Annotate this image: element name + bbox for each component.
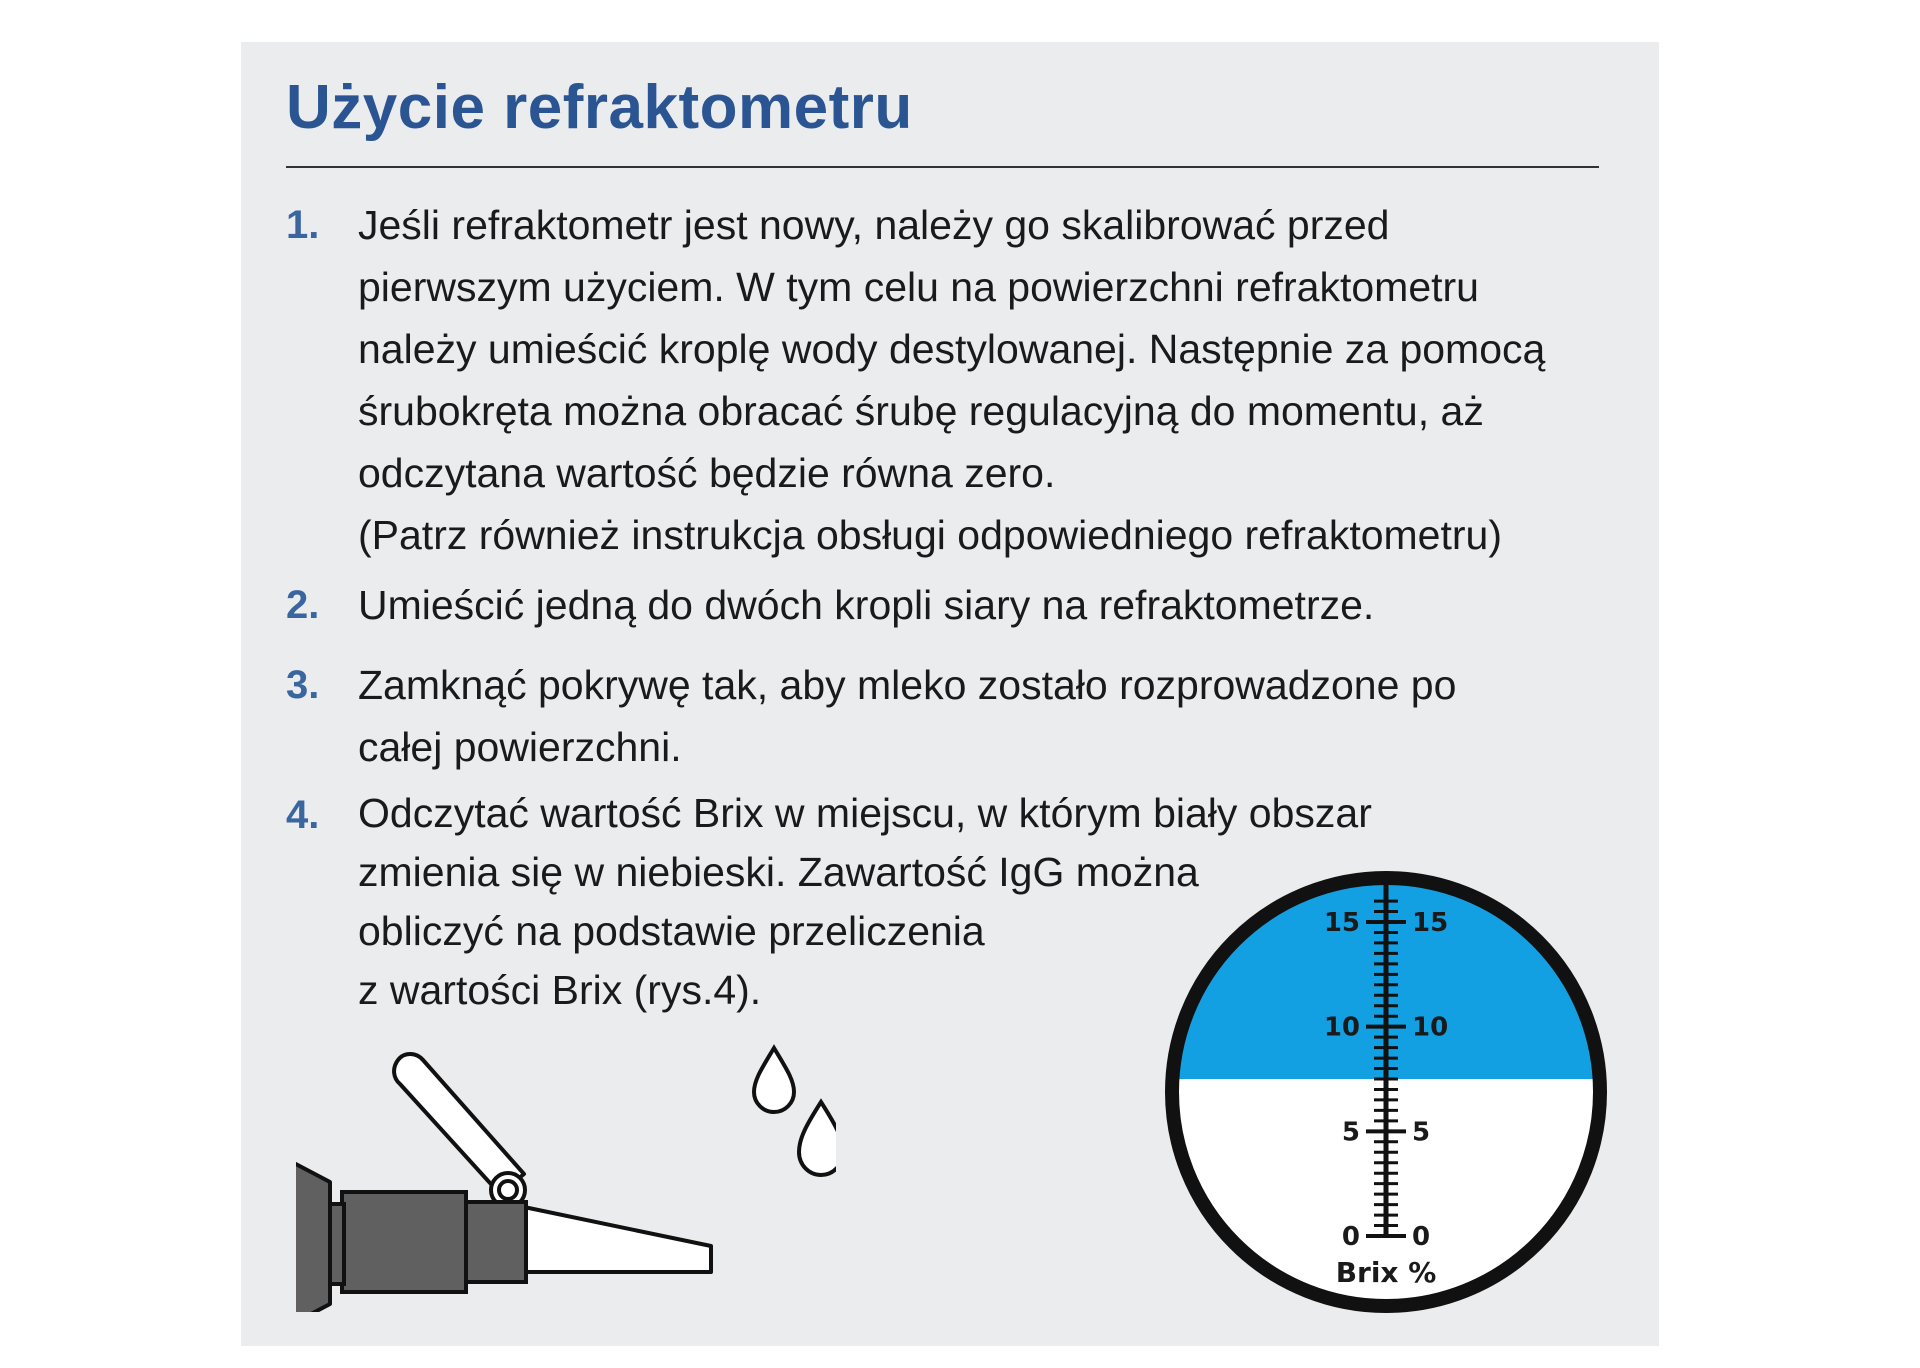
title-divider [286,166,1599,168]
scale-tick-label: 15 [1323,908,1360,938]
step-number: 3. [286,663,320,707]
scale-tick-label: 5 [1341,1117,1360,1148]
step-item-1 [286,194,1646,566]
scale-tick-label: 5 [1412,1117,1431,1148]
step-text-line: odczytana wartość będzie równa zero. [358,450,1056,496]
scale-unit-label: Brix % [1335,1256,1437,1289]
page-title: Użycie refraktometru [286,73,913,142]
scale-tick-label: 0 [1341,1222,1360,1252]
scale-tick-label: 15 [1412,908,1449,938]
step-text-line: (Patrz również instrukcja obsługi odpowiedniego refraktometru) [358,512,1502,558]
step-text-line: Umieścić jedną do dwóch kropli siary na refraktometrze. [358,582,1375,628]
brix-scale-view [1156,862,1616,1322]
refractometer-collar [466,1202,526,1282]
step-text-line: całej powierzchni. [358,724,682,770]
scale-tick-label: 10 [1412,1012,1449,1043]
refractometer-lid-arm [394,1054,525,1207]
step-text-line: pierwszym użyciem. W tym celu na powierzchni refraktometru [358,264,1479,310]
refractometer-illustration [296,1042,836,1312]
step-text-line: obliczyć na podstawie przeliczenia [358,908,985,954]
step-text-line: należy umieścić kroplę wody destylowanej. Następnie za pomocą [358,326,1546,372]
refractometer-body [342,1192,466,1292]
step-text-line: Jeśli refraktometr jest nowy, należy go skalibrować przed [358,202,1390,248]
step-number: 2. [286,583,320,627]
step-item-3 [286,654,1646,778]
scale-tick-label: 0 [1412,1222,1431,1252]
step-item-2 [286,574,1646,636]
scale-top-cap [1373,872,1399,882]
refractometer-prism [524,1207,711,1272]
refractometer-eyepiece [296,1162,330,1312]
step-number: 1. [286,203,320,247]
step-text-line: z wartości Brix (rys.4). [358,967,762,1013]
scale-tick-label: 10 [1323,1012,1360,1043]
instruction-card [241,42,1659,1346]
step-text-line: śrubokręta można obracać śrubę regulacyjną do momentu, aż [358,388,1484,434]
step-text-line: Zamknąć pokrywę tak, aby mleko zostało rozprowadzone po [358,662,1457,708]
step-text-line: Odczytać wartość Brix w miejscu, w którym biały obszar [358,790,1372,836]
step-number: 4. [286,793,320,837]
step-text-line: zmienia się w niebieski. Zawartość IgG można [358,849,1199,895]
water-drops-icon [754,1048,836,1175]
